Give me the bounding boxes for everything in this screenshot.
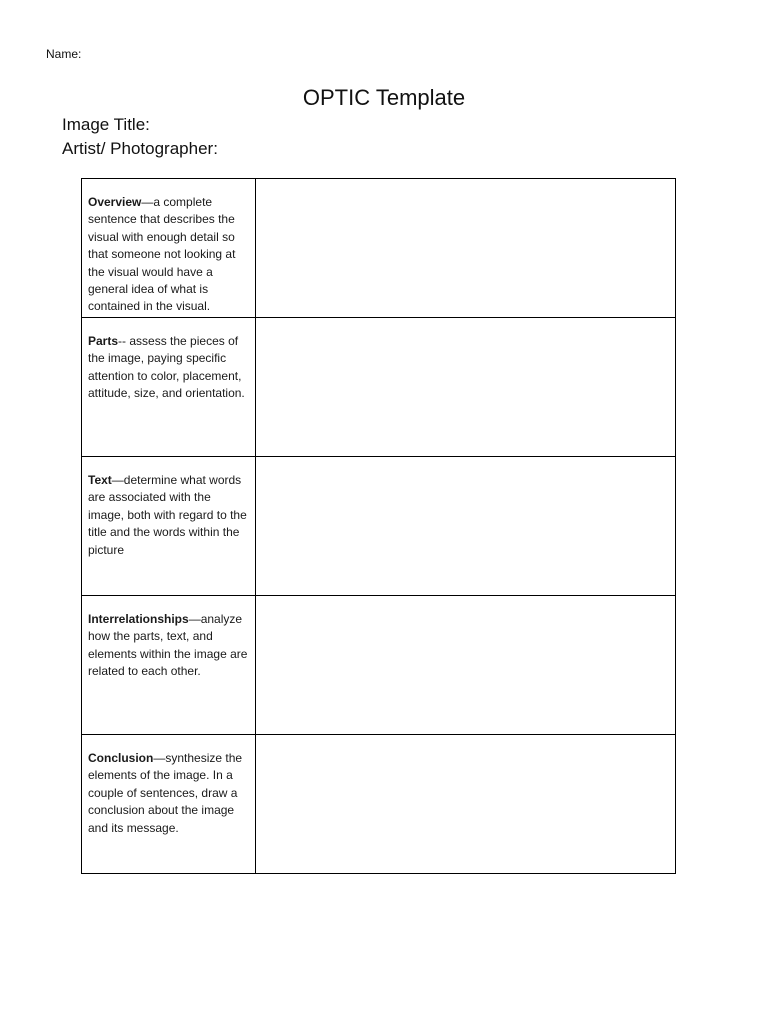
overview-answer-cell[interactable] — [256, 179, 676, 318]
parts-answer-cell[interactable] — [256, 318, 676, 457]
text-answer-cell[interactable] — [256, 457, 676, 596]
overview-label-cell — [82, 179, 256, 318]
optic-table — [81, 178, 676, 874]
row-description: —determine what words are associated with the image, both with regard to the title and the words within the picture — [88, 473, 247, 557]
page-title: OPTIC Template — [302, 85, 466, 110]
table-row-text — [82, 457, 676, 596]
row-term: Parts — [88, 334, 119, 348]
row-term: Overview — [88, 195, 142, 209]
table-row-conclusion — [82, 735, 676, 874]
conclusion-answer-cell[interactable] — [256, 735, 676, 874]
row-description: -- assess the pieces of the image, paying specific attention to color, placement, attitude, size, and orientation. — [88, 334, 245, 401]
row-term: Interrelationships — [88, 612, 189, 626]
row-description: —synthesize the elements of the image. In a couple of sentences, draw a conclusion about the image and its message. — [88, 751, 243, 835]
row-term: Conclusion — [88, 751, 154, 765]
text-label-cell — [82, 457, 256, 596]
image-title-label: Image Title: — [62, 115, 150, 134]
name-label: Name: — [46, 47, 82, 61]
table-row-overview — [82, 179, 676, 318]
row-term: Text — [88, 473, 112, 487]
table-row-parts — [82, 318, 676, 457]
table-row-interrelationships — [82, 596, 676, 735]
interrelationships-answer-cell[interactable] — [256, 596, 676, 735]
row-description: —a complete sentence that describes the visual with enough detail so that someone not looking at the visual would have a general idea of what is contained in the visual. — [88, 195, 236, 314]
interrelationships-label-cell — [82, 596, 256, 735]
artist-photographer-label: Artist/ Photographer: — [62, 139, 218, 158]
parts-label-cell — [82, 318, 256, 457]
row-description: —analyze how the parts, text, and elements within the image are related to each other. — [88, 612, 248, 679]
conclusion-label-cell — [82, 735, 256, 874]
